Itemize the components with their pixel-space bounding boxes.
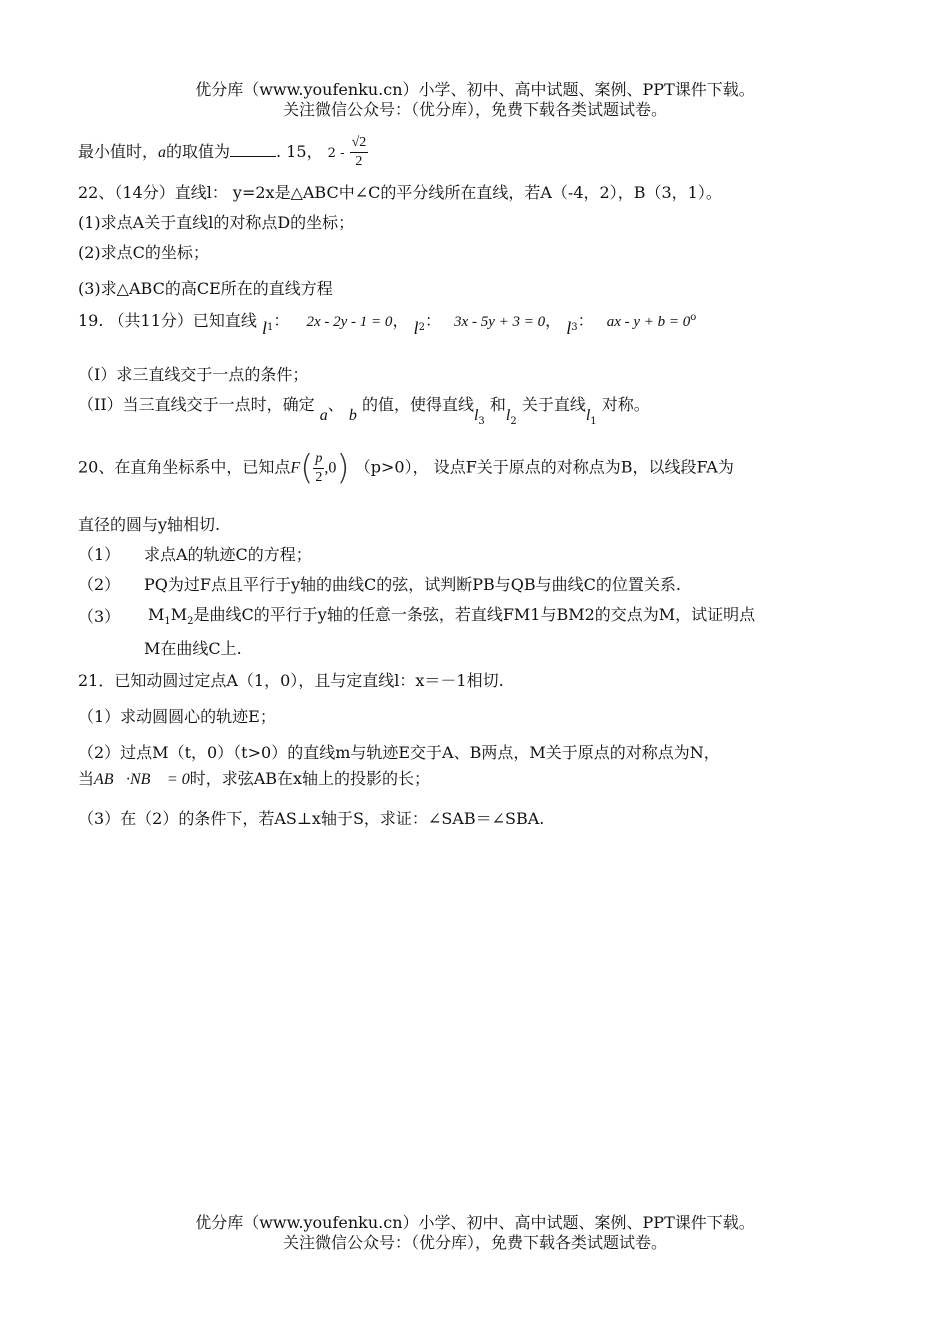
q19-eq3: ax - y + b = 0 [606, 314, 691, 330]
q22-part-1: (1)求点A关于直线l的对称点D的坐标； [78, 213, 355, 232]
q20-frac-num: p [313, 450, 324, 469]
q19-l1-ref-sub: 1 [590, 416, 597, 427]
q20-part-3-line-2: M在曲线C上. [144, 639, 242, 658]
q19-var-a: a [319, 407, 328, 424]
q20-m2: M [170, 605, 188, 624]
q19-var-b: b [348, 407, 357, 424]
q19-p2-b: 、 [327, 395, 344, 414]
q19-eq1: 2x - 2y - 1 = 0 [306, 314, 393, 330]
q19-l2: l [413, 318, 419, 338]
q19-l2-ref-sub: 2 [510, 416, 517, 427]
q20-frac-den: 2 [315, 469, 323, 485]
footer-line-1: 优分库（www.youfenku.cn）小学、初中、高中试题、案例、PPT课件下载。 [195, 1213, 755, 1232]
q20-lead: 20、在直角坐标系中，已知点 [78, 457, 291, 477]
answer-var-a: a [158, 144, 167, 161]
q19-p2-a: （II）当三直线交于一点时，确定 [78, 395, 315, 414]
q20-p3-text: 是曲线C的平行于y轴的任意一条弦，若直线FM1与BM2的交点为M，试证明点 [193, 605, 756, 624]
answer-line [78, 134, 368, 171]
q20-part-1: 求点A的轨迹C的方程； [144, 545, 312, 564]
q19-eq2: 3x - 5y + 3 = 0 [454, 314, 546, 330]
q21-stem: 21．已知动圆过定点A（1，0），且与定直线l：x＝－1相切. [78, 671, 504, 690]
q20-coord-tail: ,0 [324, 459, 337, 477]
q19-stem: 19. （共11分）已知直线 $l_1$： 2x - 2y - 1 = 0， $l_2$： 3x - 5y + 3 = 0， $l_3$： ax - $y + b = 0^o$ [78, 311, 697, 338]
answer-suffix: . 15， [276, 142, 323, 161]
q19-l3-sub: 3 [571, 322, 578, 333]
q19-p2-d: 和 [489, 395, 506, 414]
q19-p2-c: 的值，使得直线 [361, 395, 474, 414]
q21-part-2-line-2 [78, 766, 430, 789]
q19-l2-sub: 2 [418, 322, 425, 333]
q19-l3-ref: l [473, 407, 479, 424]
footer-line-2: 关注微信公众号：（优分库），免费下载各类试题试卷。 [282, 1233, 667, 1252]
q20-line-2: 直径的圆与y轴相切. [78, 515, 221, 534]
q19-part-2 [78, 392, 650, 427]
answer-blank [230, 142, 276, 157]
answer-expr-left: 2 - [327, 146, 345, 161]
q21-part-2: （2）过点M（t，0）（t>0）的直线m与轨迹E交于A、B两点，M关于原点的对称点为N， [78, 743, 720, 762]
q19-l3-ref-sub: 3 [478, 416, 485, 427]
q21-p2-expr: AB⃗·NB⃗ = 0 [94, 771, 190, 788]
q19-l1-ref: l [585, 407, 591, 424]
q20-F: F [290, 459, 301, 477]
q19-p2-f: 对称。 [601, 395, 650, 414]
q19-p2-e: 关于直线 [521, 395, 586, 414]
q20-part-3-num: （3） [78, 607, 121, 626]
q19-lead: 19. （共11分）已知直线 [78, 311, 257, 330]
q21-p2-post: 时，求弦AB在x轴上的投影的长； [189, 769, 431, 788]
q20-part-2: PQ为过F点且平行于y轴的曲线C的弦，试判断PB与QB与曲线C的位置关系. [144, 575, 681, 594]
q21-p2-pre: 当 [78, 769, 95, 788]
q21-part-3: （3）在（2）的条件下，若AS⊥x轴于S，求证：∠SAB＝∠SBA. [78, 809, 545, 828]
q22-part-3: (3)求△ABC的高CE所在的直线方程 [78, 279, 333, 298]
q20-m2-sub: 2 [187, 616, 194, 627]
q20-fraction [313, 450, 324, 487]
answer-prefix: 最小值时， [78, 142, 159, 161]
q20-part-1-num: （1） [78, 545, 121, 564]
q19-part-1: （I）求三直线交于一点的条件； [78, 365, 309, 384]
header-line-1: 优分库（www.youfenku.cn）小学、初中、高中试题、案例、PPT课件下载。 [195, 80, 755, 99]
q21-part-1: （1）求动圆圆心的轨迹E； [78, 707, 276, 726]
q19-l1-sub: 1 [267, 322, 274, 333]
header-line-2: 关注微信公众号：（优分库），免费下载各类试题试卷。 [282, 100, 667, 119]
q22-stem: 22、（14分）直线l： y=2x是△ABC中∠C的平分线所在直线，若A（-4，2），B（3，1）。 [78, 183, 722, 202]
q19-l2-ref: l [505, 407, 511, 424]
answer-fraction-den: 2 [355, 154, 363, 169]
q20-m1-sub: 1 [164, 616, 171, 627]
q20-part-3 [148, 602, 755, 627]
q22-part-2: (2)求点C的坐标； [78, 243, 209, 262]
answer-fraction-num: √2 [350, 134, 369, 153]
q20-m1: M [148, 605, 165, 624]
q19-l1: l [262, 318, 268, 338]
q19-l3: l [566, 318, 572, 338]
answer-mid: 的取值为 [166, 142, 231, 161]
answer-fraction [350, 134, 369, 171]
q20-part-2-num: （2） [78, 575, 121, 594]
q20-tail: （p>0）， 设点F关于原点的对称点为B，以线段FA为 [354, 457, 734, 477]
q20-stem: 20、在直角坐标系中，已知点F( $\frac{p}{2}$ ,0) （p>0）， 设点F关于原点的对称点为B，以线段FA为 [78, 448, 734, 488]
